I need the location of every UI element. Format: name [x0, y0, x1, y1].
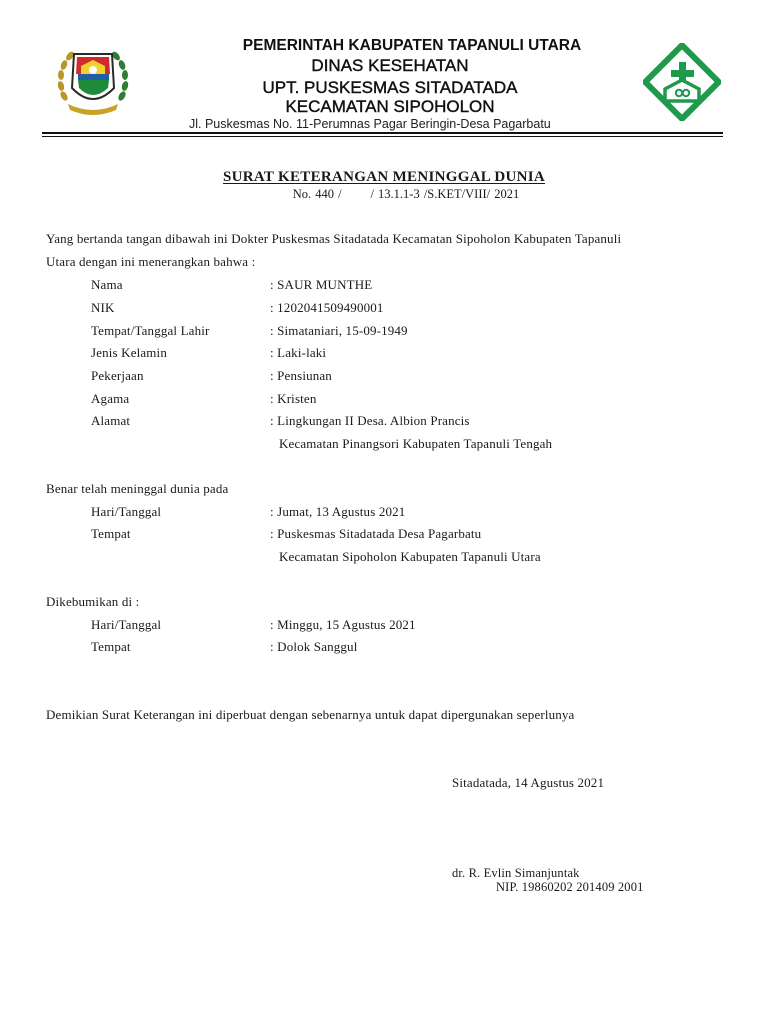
field-value-address: : Lingkungan II Desa. Albion Prancis: [270, 413, 470, 428]
field-label-religion: Agama: [91, 391, 130, 406]
letterhead-agency: DINAS KESEHATAN: [311, 56, 469, 75]
field-value-address-cont: Kecamatan Pinangsori Kabupaten Tapanuli Tengah: [279, 436, 553, 451]
field-label-gender: Jenis Kelamin: [91, 345, 167, 360]
field-label-nama: Nama: [91, 277, 123, 292]
field-value-religion: : Kristen: [270, 391, 317, 406]
death-value-place-cont: Kecamatan Sipoholon Kabupaten Tapanuli Utara: [279, 549, 541, 564]
death-value-date: : Jumat, 13 Agustus 2021: [270, 504, 406, 519]
field-label-address: Alamat: [91, 413, 131, 428]
letterhead-puskesmas: UPT. PUSKESMAS SITADATADA: [262, 78, 518, 97]
field-value-birth: : Simataniari, 15-09-1949: [270, 323, 408, 338]
signer-nip: NIP. 19860202 201409 2001: [496, 880, 644, 894]
letterhead-address: Jl. Puskesmas No. 11-Perumnas Pagar Beringin-Desa Pagarbatu: [189, 117, 551, 131]
place-date: Sitadatada, 14 Agustus 2021: [452, 775, 605, 790]
field-label-occupation: Pekerjaan: [91, 368, 144, 383]
burial-heading: Dikebumikan di :: [46, 594, 140, 609]
letterhead-government: PEMERINTAH KABUPATEN TAPANULI UTARA: [242, 37, 582, 54]
field-label-birth: Tempat/Tanggal Lahir: [91, 323, 210, 338]
burial-value-date: : Minggu, 15 Agustus 2021: [270, 617, 416, 632]
field-value-nama: : SAUR MUNTHE: [270, 277, 373, 292]
letterhead-district: KECAMATAN SIPOHOLON: [285, 97, 495, 116]
document-number: No. 440 / / 13.1.1-3 /S.KET/VIII/ 2021: [292, 187, 520, 201]
field-value-nik: : 1202041509490001: [270, 300, 384, 315]
letterhead-divider: [42, 132, 723, 134]
death-value-place: : Puskesmas Sitadatada Desa Pagarbatu: [270, 526, 482, 541]
field-label-nik: NIK: [91, 300, 115, 315]
burial-label-date: Hari/Tanggal: [91, 617, 162, 632]
letterhead-divider-thin: [42, 136, 723, 137]
death-label-place: Tempat: [91, 526, 131, 541]
document-title: SURAT KETERANGAN MENINGGAL DUNIA: [223, 169, 545, 185]
burial-value-place: : Dolok Sanggul: [270, 639, 358, 654]
intro-text-1: Yang bertanda tangan dibawah ini Dokter Puskesmas Sitadatada Kecamatan Sipoholon Kabupaten Tapanuli: [46, 231, 622, 246]
intro-text-2: Utara dengan ini menerangkan bahwa :: [46, 254, 256, 269]
field-value-occupation: : Pensiunan: [270, 368, 332, 383]
death-heading: Benar telah meninggal dunia pada: [46, 481, 229, 496]
death-label-date: Hari/Tanggal: [91, 504, 162, 519]
burial-label-place: Tempat: [91, 639, 131, 654]
closing-statement: Demikian Surat Keterangan ini diperbuat dengan sebenarnya untuk dapat dipergunakan seperlunya: [46, 707, 575, 722]
field-value-gender: : Laki-laki: [270, 345, 327, 360]
signer-name: dr. R. Evlin Simanjuntak: [452, 866, 580, 880]
